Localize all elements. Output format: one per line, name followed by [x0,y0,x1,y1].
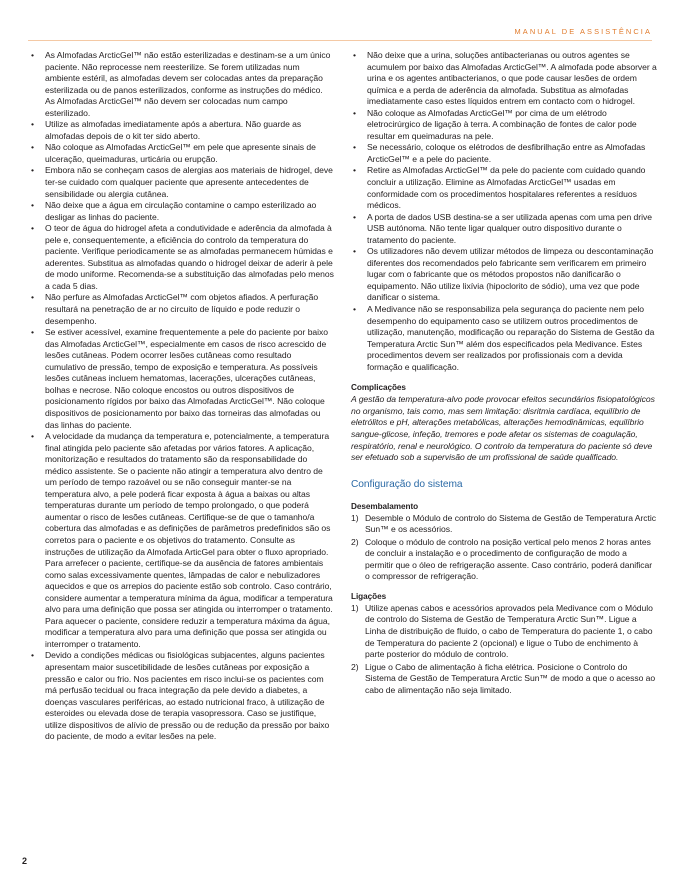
list-item: 2) Ligue o Cabo de alimentação à ficha elétrica. Posicione o Controlo do Sistema de Gestão de Temperatura Arctic Sun™ de modo a que o acesso ao cabo de alimentação não seja limitado. [351,661,656,695]
system-setup-title: Configuração do sistema [351,478,463,490]
step-text: Coloque o módulo de controlo na posição vertical pelo menos 2 horas antes de concluir a instalação e o procedimento de configuração de modo a permitir que o óleo de refrigeração assente. Caso contrário, poderá danificar o compressor de refrigeração. [365,536,653,582]
header-divider [28,40,652,41]
list-item: • Se estiver acessível, examine frequentemente a pele do paciente por baixo das Almofadas ArcticGel™, especialmente em casos de risco acrescido de lesões cutâneas. Podem ocorrer lesões cutâneas como resultado cumulativo de pressão, tempo de exposição e temperatura. As possíveis lesões cutâneas incluem hematomas, lacerações, ulcerações cutâneas, bolhas e necrose. Não coloque encostos ou outros dispositivos de posicionamento rígidos por baixo das Almofadas ArcticGel™. Não coloque dispositivos de posicionamento por baixo das torneiras das almofadas ou das linhas do paciente. [29,327,334,431]
left-column [29,50,334,743]
left-warning-list [29,50,334,743]
list-item: • Retire as Almofadas ArcticGel™ da pele do paciente com cuidado quando concluir a utilização. Elimine as Almofadas ArcticGel™ usadas em conformidade com os procedimentos hospitalares referentes a resíduos médicos. [351,165,657,211]
list-item: • Se necessário, coloque os elétrodos de desfibrilhação entre as Almofadas ArcticGel™ e a pele do paciente. [351,142,657,165]
list-item: 1) Desemble o Módulo de controlo do Sistema de Gestão de Temperatura Arctic Sun™ e os acessórios. [351,512,656,535]
list-item: • A Medivance não se responsabiliza pela segurança do paciente nem pelo desempenho do equipamento caso se utilizem outros procedimentos de utilização, manutenção, modificação ou reparação do Sistema de Gestão da Temperatura Arctic Sun™ além dos especificados pela Medivance. Estes procedimentos devem ser realizados por profissionais com a devida formação e qualificação. [351,304,657,373]
unpacking-heading: Desembalamento [351,501,419,511]
connections-heading: Ligações [351,591,387,601]
step-text: Utilize apenas cabos e acessórios aprovados pela Medivance com o Módulo de controlo do Sistema de Gestão de Temperatura Arctic Sun™. Ligue a Linha de distribuição de fluido, o cabo de Temperatura do paciente 1, o cabo de Temperatura do paciente 2 (opcional) e ligue o Tubo de enchimento à parte posterior do módulo de controlo. [365,602,653,660]
list-item: • A porta de dados USB destina-se a ser utilizada apenas com uma pen drive USB autónoma. Não tente ligar qualquer outro dispositivo durante o tratamento do paciente. [351,212,657,247]
list-item: • Não coloque as Almofadas ArcticGel™ em pele que apresente sinais de ulceração, queimaduras, urticária ou erupção. [29,142,334,165]
step-text: Ligue o Cabo de alimentação à ficha elétrica. Posicione o Controlo do Sistema de Gestão de Temperatura Arctic Sun™ de modo a que o acesso ao cabo de alimentação não seja limitado. [365,661,656,695]
right-warning-list [351,50,657,373]
list-item: • A velocidade da mudança da temperatura e, potencialmente, a temperatura final atingida pelo paciente são afetadas por vários fatores. A aplicação, monitorização e resultados do tratamento são da responsabilidade do médico assistente. Se o paciente não atingir a temperatura alvo dentro de um período de tempo razoável ou se não conseguir manter-se na temperatura alvo, a pele poderá ficar exposta à água a baixas ou altas temperaturas durante um período de tempo prolongado, o que poderá aumentar o risco de lesões cutâneas. Certifique-se de que o tamanho/a cobertura das almofadas e as definições de parâmetros predefinidos são os corretos para o paciente e os objetivos do tratamento. Consulte as instruções de utilização da Almofada ArticGel para obter o fluxo apropriado. Para arrefecer o paciente, certifique-se da ausência de fatores ambientais como salas excessivamente quentes, lâmpadas de calor e nebulizadores aquecidos e que os arrepios do paciente estão sob controlo. Caso contrário, considere aumentar a temperatura mínima da água, modificar a temperatura alvo para uma definição que possa ser atingida ou interromper o tratamento. Para aquecer o paciente, considere reduzir a temperatura máxima da água, modificar a temperatura alvo para uma definição que possa ser atingida ou interromper o tratamento. [29,431,334,650]
manual-header-title: MANUAL DE ASSISTÊNCIA [514,27,652,36]
list-item: • Não coloque as Almofadas ArcticGel™ por cima de um elétrodo eletrocirúrgico de ligação à terra. A combinação de fontes de calor pode resultar em queimaduras na pele. [351,108,657,143]
list-item: 2) Coloque o módulo de controlo na posição vertical pelo menos 2 horas antes de concluir a instalação e o procedimento de configuração de modo a permitir que o óleo de refrigeração assente. Caso contrário, poderá danificar o compressor de refrigeração. [351,536,653,582]
list-item: • Embora não se conheçam casos de alergias aos materiais de hidrogel, deve ter-se cuidado com qualquer paciente que apresente antecedentes de sensibilidade ou alergia cutânea. [29,165,334,200]
list-item: • Utilize as almofadas imediatamente após a abertura. Não guarde as almofadas depois de o kit ter sido aberto. [29,119,334,142]
list-item: • Não perfure as Almofadas ArcticGel™ com objetos afiados. A perfuração resultará na penetração de ar no circuito de líquido e pode reduzir o desempenho. [29,292,334,327]
right-column [351,50,657,697]
unpacking-steps [351,513,657,583]
step-text: Desemble o Módulo de controlo do Sistema de Gestão de Temperatura Arctic Sun™ e os acessórios. [365,512,656,535]
list-item: • Não deixe que a água em circulação contamine o campo esterilizado ao desligar as linhas do paciente. [29,200,334,223]
list-item: • Os utilizadores não devem utilizar métodos de limpeza ou descontaminação diferentes dos recomendados pelo fabricante sem verificarem em primeiro lugar com o fabricante que os métodos propostos não danificarão o equipamento. Não utilize lixívia (hipoclorito de sódio), uma vez que pode danificar o sistema. [351,246,657,304]
list-item: • O teor de água do hidrogel afeta a condutividade e aderência da almofada à pele e, consequentemente, a eficiência do controlo da temperatura do paciente. Verifique periodicamente se as almofadas permanecem húmidas e aderentes. Substitua as almofadas quando o hidrogel deixar de aderir à pele de modo uniforme. Recomenda-se a substituição das almofadas pelo menos a cada 5 dias. [29,223,334,292]
list-item: 1) Utilize apenas cabos e acessórios aprovados pela Medivance com o Módulo de controlo do Sistema de Gestão de Temperatura Arctic Sun™. Ligue a Linha de distribuição de fluido, o cabo de Temperatura do paciente 1, o cabo de Temperatura do paciente 2 (opcional) e ligue o Tubo de enchimento à parte posterior do módulo de controlo. [351,602,653,660]
list-item: • Não deixe que a urina, soluções antibacterianas ou outros agentes se acumulem por baixo das Almofadas ArcticGel™. A almofada pode absorver a urina e os agentes antibacterianos, o que pode causar lesões de ordem química e a perda de aderência da almofada. Substitua as almofadas imediatamente caso estes líquidos entrem em contacto com o hidrogel. [351,50,657,108]
complications-heading: Complicações [351,383,406,393]
list-item: • As Almofadas ArcticGel™ não estão esterilizadas e destinam-se a um único paciente. Não reprocesse nem reesterilize. Se forem utilizadas num ambiente estéril, as almofadas devem ser colocadas antes da preparação esterilizada ou de panos esterilizados, conforme as instruções do médico. As Almofadas ArcticGel™ não devem ser colocadas num campo esterilizado. [29,50,334,119]
list-item: • Devido a condições médicas ou fisiológicas subjacentes, alguns pacientes apresentam maior suscetibilidade de lesões cutâneas por exposição a pressão e calor ou frio. Nos pacientes em risco inclui-se os pacientes com má perfusão tecidual ou fraca integração da pele devido a diabetes, a doenças vasculares periféricas, ao estado nutricional fraco, à utilização de esteroides ou elevada dose de terapia vasopressora. Caso se justifique, utilize dispositivos de alívio de pressão ou de redução da pressão por baixo do paciente, de modo a evitar lesões na pele. [29,650,334,742]
page-number: 2 [22,856,28,866]
complications-text: A gestão da temperatura-alvo pode provocar efeitos secundários fisiopatológicos no organismo, tais como, mas sem limitação: disritmia cardíaca, equilíbrio de eletrólitos e pH, alterações metabólicas, alterações hemodinâmicas, equilíbrio sangue-glicose, infeção, tremores e pode afetar os sistemas de coagulação, respiratório, renal e neurológico. O controlo da temperatura do paciente só deve ser efetuado sob a supervisão de um profissional de saúde qualificado. [351,394,655,463]
connections-steps [351,603,657,696]
